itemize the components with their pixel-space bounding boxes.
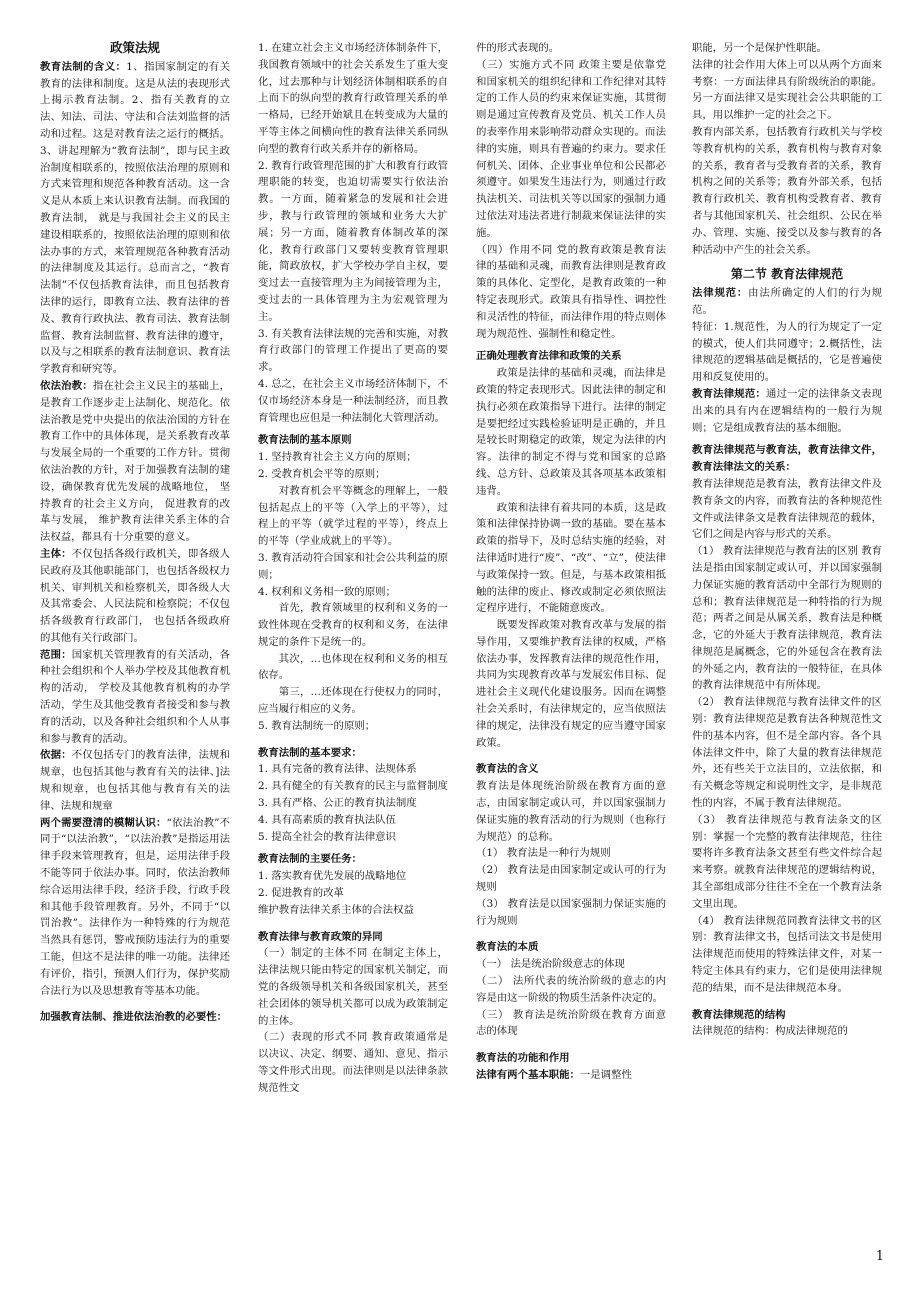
section-heading: 正确处理教育法律和政策的关系 [476,350,622,363]
paragraph: （四）作用不同 党的教育政策是教育法律的基础和灵魂，而教育法律则是教育政策的具体化、定型化，是教育政策的一种特定表现形式。政策具有指导性、调控性和灵活性的特征，而法律作用的特点则体现为规范性、强制性和稳定性。 [476,243,666,340]
section-heading: 教育法制的基本要求： [258,746,362,759]
column-3 [476,40,666,1250]
paragraph: （三）实施方式不同 政策主要是依靠党和国家机关的组织纪律和工作纪律对其特定的工作人员的约束来保证实施，其贯彻则是通过宣传教育及党员、机关工作人员的表率作用来影响带动群众实现的。而法律的实施，则具有普遍的约束力。要求任何机关、团体、企业事业单位和公民都必须遵守。如果发生违法行为，则通过行政执法机关、司法机关等以国家的强制力通过依法对违法者进行制裁来保证法律的实施。 [476,58,666,239]
list-item: 2. 受教育机会平等的原则； [258,467,386,480]
term-label: 教育法律规范： [692,387,766,400]
section-heading: 教育法制的基本原则 [258,434,352,447]
column-4 [692,40,882,1250]
paragraph: 3. 有关教育法律法规的完善和实施，对教育行政部门的管理工作提出了更高的要求。 [258,327,448,374]
term-label: 依法治教： [40,379,93,392]
list-item: 3. 教育活动符合国家和社会公共利益的原则； [258,551,448,581]
term-label: 法律有两个基本职能： [476,1069,580,1082]
paragraph: 1. 在建立社会主义市场经济体制条件下，我国教育领域中的社会关系发生了重大变化，过去那种与计划经济体制相联系的自上而下的纵向型的教育行政管理关系的单一格局，已经开始斌且在转变成为大量的平等主体之间横向性的教育法律关系同纵向型的教育行政关系并存的新格局。 [258,42,448,155]
paragraph: （2） 教育法律规范与教育法律文件的区别：教育法律规范是教育法各种规范性文件的基本内容，但不是全部内容。各个具体法律文件中，除了大量的教育法律规范外，还有些关于立法目的，立法依据，和有关概念等规定和说明性文字，是非规范性的内容，不属于教育法律规范。 [692,696,882,810]
paragraph: 法律的社会作用大体上可以从两个方面来考察：一方面法律具有阶级统治的职能。另一方面法律又是实现社会公共职能的工具，用以维护一定的社会之下。 [692,58,882,122]
term-label: 两个需要澄清的模糊认识： [40,816,167,829]
page-number: 1 [875,1249,884,1264]
paragraph: 首先，教育领域里的权利和义务的一致性体现在受教育的权利和义务，在法律规定的条件下是统一的。 [258,602,448,648]
paragraph: 法律规范的结构：构成法律规范的 [692,1025,848,1038]
paragraph: 两个需要澄清的模糊认识：“依法治教”不同于“以法治教”，“以法治教”是指运用法律手段来管理教育，但是，运用法律手段不能等同于依法办事。同时，依法治教师综合运用法律手段，经济手段，行政手段和其他手段管理教育。另外，不同于“以罚治教”。法律作为一种特殊的行为规范当然具有惩罚，警戒预防违法行为的重要工能，但这不是法律的唯一功能。法律还有评价，指引，预测人们行为，保护奖励合法行为以及思想教育等基本功能。 [40,816,230,997]
section-heading: 教育法制的主要任务： [258,853,362,866]
term-label: 法律规范： [692,287,749,300]
paragraph: 依据：不仅包括专门的教育法律，法规和规章，也包括其他与教育有关的法律、]法规和规章，也包括其他与教育有关的法律、法规和规章 [40,749,230,812]
paragraph: 教育法是体现统治阶级在教育方面的意志，由国家制定或认可，并以国家强制力保证实施的教育活动的行为规则（也称行为规范）的总称。 [476,780,666,843]
list-item: 维护教育法律关系主体的合法权益 [258,903,414,916]
section-heading: 教育法的含义 [476,763,539,776]
section-heading: 教育法律规范的结构 [692,1008,786,1021]
list-item: （3） 教育法是以国家强制力保证实施的行为规则 [476,897,666,927]
section-heading: 教育法的本质 [476,941,539,954]
list-item: （三） 教育法是统治阶级在教育方面意志的体现 [476,1008,666,1038]
paragraph: （4） 教育法律规范同教育法律文书的区别：教育法律文书，包括司法文书是使用法律规范而使用的特殊法律文件，对某一特定主体具有约束力，它们是使用法律规范的结果，而不是法律规范本身。 [692,914,882,994]
paragraph: 教育内部关系，包括教育行政机关与学校等教育机构的关系，教育机构与教育对象的关系，教育者与受教育者的关系，教育机构之间的关系等；教育外部关系，包括教育行政机关、教育机构受教育者、教育者与其他国家机关、社会组织、公民在举办、管理、实施、接受以及参与教育的各种活动中产生的社会关系。 [692,125,882,256]
list-item: 1. 坚持教育社会主义方向的原则； [258,451,417,464]
list-item: 4. 具有高素质的教育执法队伍 [258,813,396,826]
list-item: 2. 促进教育的改革 [258,887,344,900]
section-heading: 加强教育法制、推进依法治教的必要性： [40,1011,228,1024]
paragraph: 教育法制的含义：1、指国家制定的有关教育的法律和制度。这是从法的表现形式上揭示教育法制。2、指有关教育的立法、知法、司法、守法和合法刘监督的活动和过程。这是对教育法之运行的概括。3、讲起理解为“教育法制”，即与民主政治制度相联系的，按照依法治理的原则和方式来管理和规范各种教育活动。这一含义是从本质上来认识教育法制。而我国的教育法制， 就是与我国社会主义的民主建设相联系的，按照依法治理的原则和依法办事的方式，来管理规范各种教育活动的法律制度及其运行。总而言之，“教育法制”不仅包括教育法律，而且包括教育法律的运行，即教育立法、教育法律的普及、教育行政执法、教育司法、教育法制监督、教育法制监督、教育法律的遵守，以及与之相联系的教育法制意识、教育法学教育和研究等。 [40,60,230,376]
term-label: 教育法制的含义： [40,60,127,73]
paragraph: 法律有两个基本职能：一是调整性 [476,1069,632,1082]
paragraph: （1） 教育法律规范与教育法的区别 教育法是指由国家制定或认可，并以国家强制力保证实施的教育活动中全部行为规则的总和；教育法律规范是一种特指的行为规范；两者之间是从属关系，教育法是种概念，它的外延大于教育法律规范，教育法律规范是属概念，它的外延包含在教育法的外延之内，教育法的一般特征，在具体的教育法律规范中有所体现。 [692,545,882,692]
paragraph: 主体：不仅包括各级行政机关，即各级人民政府及其他职能部门，也包括各级权力机关、审判机关和检察机关，即各级人大及其常委会、人民法院和检察院；不仅包括各级教育行政部门， 也包括各级政府的其他有关行政部门。 [40,547,230,644]
paragraph: 2. 教育行政管理范围的扩大和教育行政管理职能的转变，也迫切需要实行依法治教。一方面，随着紧急的发展和社会进步，教与行政管理的领域和业务大大扩展；另一方面，随着教育体制改革的深化，教育行政部门又要转变教育管理职能，简政放权，扩大学校办学自主权，要变过去一直接管理为主为间接管理为主， 变过去的一具体管理为主为宏观管理为主。 [258,159,448,323]
paragraph: 对教育机会平等概念的理解上，一般包括起点上的平等（入学上的平等），过程上的平等（就学过程的平等），终点上的平等（学业成就上的平等）。 [258,484,448,548]
list-item: 4. 权利和义务相一致的原则； [258,585,396,598]
paragraph: 件的形式表现的。 [476,42,560,54]
column-2 [258,40,448,1250]
list-item: 5. 提高全社会的教育法律意识 [258,830,396,843]
paragraph: （二）表现的形式不同 教育政策通常是以决议、决定、纲要、通知、意见、指示等文件形式出现。而法律则是以法律条款规范性文 [258,1031,448,1094]
section-heading: 教育法律与教育政策的异同 [258,930,383,943]
list-item: 1. 落实教育优先发展的战略地位 [258,870,407,883]
paragraph: 依法治教：指在社会主义民主的基础上，是教育工作逐步走上法制化、规范化。依法治教是党中央提出的依法治国的方针在教育工作中的具体体现，是关系教育改革与发展全局的一个重要的工作方针。贯彻依法治教的方针，对于加强教育法制的建设，确保教育优先发展的战略地位， 坚持教育的社会主义方向， 促进教育的改革与发展， 维护教育法律关系主体的合法权益，都具有十分重要的意义。 [40,379,230,544]
column-1 [40,40,230,1250]
paragraph: 法律规范：由法所确定的人们的行为规范。 [692,287,882,316]
paragraph: 政策和法律有着共同的本质，这是政策和法律保持协调一致的基础。要在基本政策的指导下，及时总结实施的经验，对法律适时进行“废”、“改”、“立”，使法律与政策保持一致。但是，与基本政策相抵触的法律的废止、修改或制定必须依照法定程序进行，不能随意废改。 [476,501,666,615]
paragraph: 既要发挥政策对教育改革与发展的指导作用，又要维护教育法律的权威，严格依法办事，发挥教育法律的规范性作用，共同为实现教育改革与发展宏伟目标、促进社会主义现代化建设服务。因而在调整社会关系时，有法律规定的，应当依照法律的规定，法律没有规定的应当遵守国家政策。 [476,619,666,749]
paragraph: 范围：国家机关管理教育的有关活动，各种社会组织和个人举办学校及其他教育机构的活动， 学校及其他教育机构的办学活动，学生及其他受教育者接受和参与教育的活动，以及各种社会组织和个人从事和参与教育的活动。 [40,648,230,745]
term-label: 主体： [40,547,72,560]
list-item: 1. 具有完备的教育法律、法规体系 [258,763,417,776]
paragraph: 政策是法律的基础和灵魂，而法律是政策的特定表现形式。因此法律的制定和执行必须在政策指导下进行。法律的制定是要把经过实践检验证明是正确的，并且是较长时期稳定的政策，规定为法律的内容。法律的制定不得与党和国家的总路线、总方针、总政策及其各项基本政策相违背。 [476,367,666,497]
paragraph: 4. 总之，在社会主义市场经济体制下，不仅市场经济本身是一种法制经济，而且教育管理也应但是一种法制化大管理活动。 [258,377,448,424]
paragraph: （3） 教育法律规范与教育法条文的区别：掌握一个完整的教育法律规范，往往要将许多教育法条文甚至有些文件综合起来考察。就教育法律规范的逻辑结构说，其全部组成部分往往不全在一个教育法条文里出现。 [692,813,882,910]
paragraph: 其次，…也体现在权利和义务的相互依存。 [258,652,448,682]
paragraph: （一）制定的主体不同 在制定主体上，法律法规只能由特定的国家机关制定，而党的各级领导机关和各级国家机关，甚至社会团体的领导机关都可以成为政策制定的主体。 [258,947,448,1027]
paragraph: 教育法律规范是教育法，教育法律文件及教育条文的内容，而教育法的各种规范性文件或法律条文是教育法律规范的载体，它们之间是内容与形式的关系。 [692,477,882,541]
list-item: （二） 法所代表的统治阶级的意志的内容是由这一阶级的物质生活条件决定的。 [476,975,666,1004]
list-item: （一） 法是统治阶级意志的体现 [476,958,625,971]
section-title: 第二节 教育法律规范 [730,267,844,282]
section-heading: 教育法律规范与教育法，教育法律文件，教育法律法文的关系： [692,444,882,474]
list-item: （1） 教育法是一种行为规则 [476,847,611,860]
list-item: 2. 具有健全的有关教育的民主与监督制度 [258,780,448,793]
paragraph: 第三，…还体现在行使权力的同时，应当履行相应的义务。 [258,686,448,716]
term-label: 依据： [40,749,72,762]
section-heading: 教育法的功能和作用 [476,1052,570,1065]
paragraph: 教育法律规范：通过一定的法律条文表现出来的具有内在逻辑结构的一般行为规则；它是组成教育法的基本细胞。 [692,387,882,434]
term-label: 范围： [40,648,72,661]
list-item: 3. 具有严格、公正的教育执法制度 [258,797,417,810]
paragraph: 特征：1.规范性，为人的行为规定了一定的模式，使人们共同遵守；2.概括性，法律规范的逻辑基础是概括的，它是普遍使用和反复使用的。 [692,320,882,384]
list-item: 5. 教育法制统一的原则； [258,719,376,732]
document-page [40,40,885,1270]
paragraph: 职能，另一个是保护性职能。 [692,42,828,54]
list-item: （2） 教育法是由国家制定或认可的行为规则 [476,864,666,894]
document-title: 政策法规 [109,40,160,55]
